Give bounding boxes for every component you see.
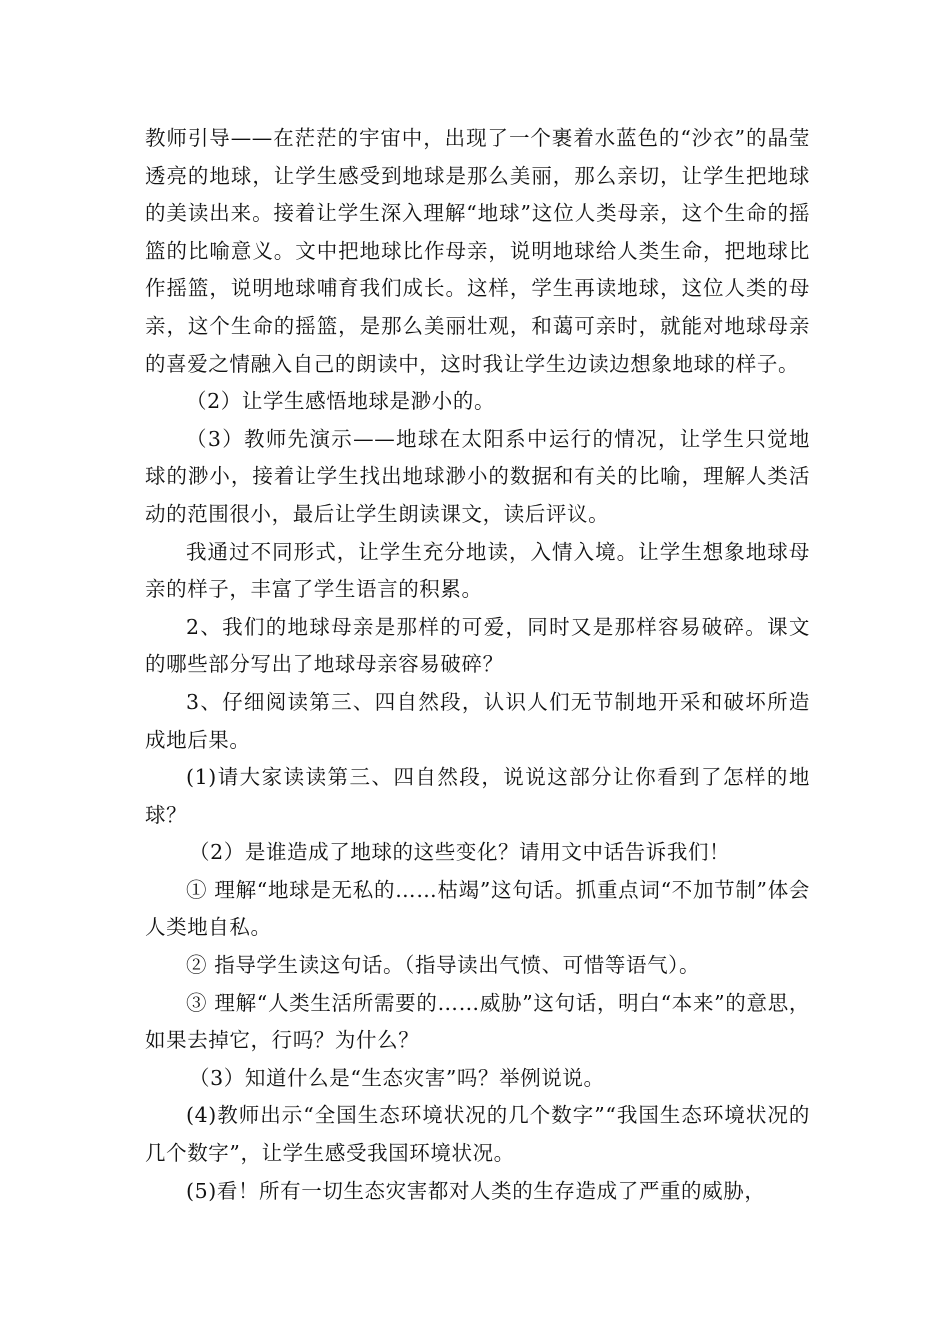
paragraph-sub-5: (5)看！所有一切生态灾害都对人类的生存造成了严重的威胁， [186, 1178, 766, 1203]
paragraph-question-3: 3、仔细阅读第三、四自然段，认识人们无节制地开采和破坏所造成地后果。 [145, 689, 810, 752]
paragraph-step-3: （3）教师先演示——地球在太阳系中运行的情况，让学生只觉地球的渺小，接着让学生找出地球渺小的数据和有关的比喻，理解人类活动的范围很小，最后让学生朗读课文，读后评议。 [145, 426, 810, 526]
paragraph-teacher-guidance: 教师引导——在茫茫的宇宙中，出现了一个裹着水蓝色的“沙衣”的晶莹透亮的地球，让学生感受到地球是那么美丽，那么亲切，让学生把地球的美读出来。接着让学生深入理解“地球”这位人类母亲，这个生命的摇篮的比喻意义。文中把地球比作母亲，说明地球给人类生命，把地球比作摇篮，说明地球哺育我们成长。这样，学生再读地球，这位人类的母亲，这个生命的摇篮，是那么美丽壮观，和蔼可亲时，就能对地球母亲的喜爱之情融入自己的朗读中，这时我让学生边读边想象地球的样子。 [145, 126, 810, 376]
paragraph-sub-1: (1)请大家读读第三、四自然段，说说这部分让你看到了怎样的地球？ [145, 765, 810, 827]
paragraph-question-2: 2、我们的地球母亲是那样的可爱，同时又是那样容易破碎。课文的哪些部分写出了地球母亲容易破碎？ [145, 614, 810, 677]
paragraph-sub-4: (4)教师出示“全国生态环境状况的几个数字”“我国生态环境状况的几个数字”，让学生感受我国环境状况。 [145, 1103, 810, 1166]
paragraph-point-1: ① 理解“地球是无私的……枯竭”这句话。抓重点词“不加节制”体会人类地自私。 [145, 877, 810, 940]
paragraph-point-3: ③ 理解“人类生活所需要的……威胁”这句话，明白“本来”的意思，如果去掉它，行吗？为什么？ [145, 990, 810, 1053]
document-body [145, 120, 810, 1210]
paragraph-sub-2: （2）是谁造成了地球的这些变化？请用文中话告诉我们！ [189, 840, 731, 865]
paragraph-point-2: ② 指导学生读这句话。（指导读出气愤、可惜等语气）。 [186, 953, 701, 978]
paragraph-step-2: （2）让学生感悟地球是渺小的。 [186, 389, 496, 414]
paragraph-sub-3: （3）知道什么是“生态灾害”吗？举例说说。 [189, 1065, 605, 1090]
paragraph-reflection: 我通过不同形式，让学生充分地读，入情入境。让学生想象地球母亲的样子，丰富了学生语言的积累。 [145, 539, 810, 602]
